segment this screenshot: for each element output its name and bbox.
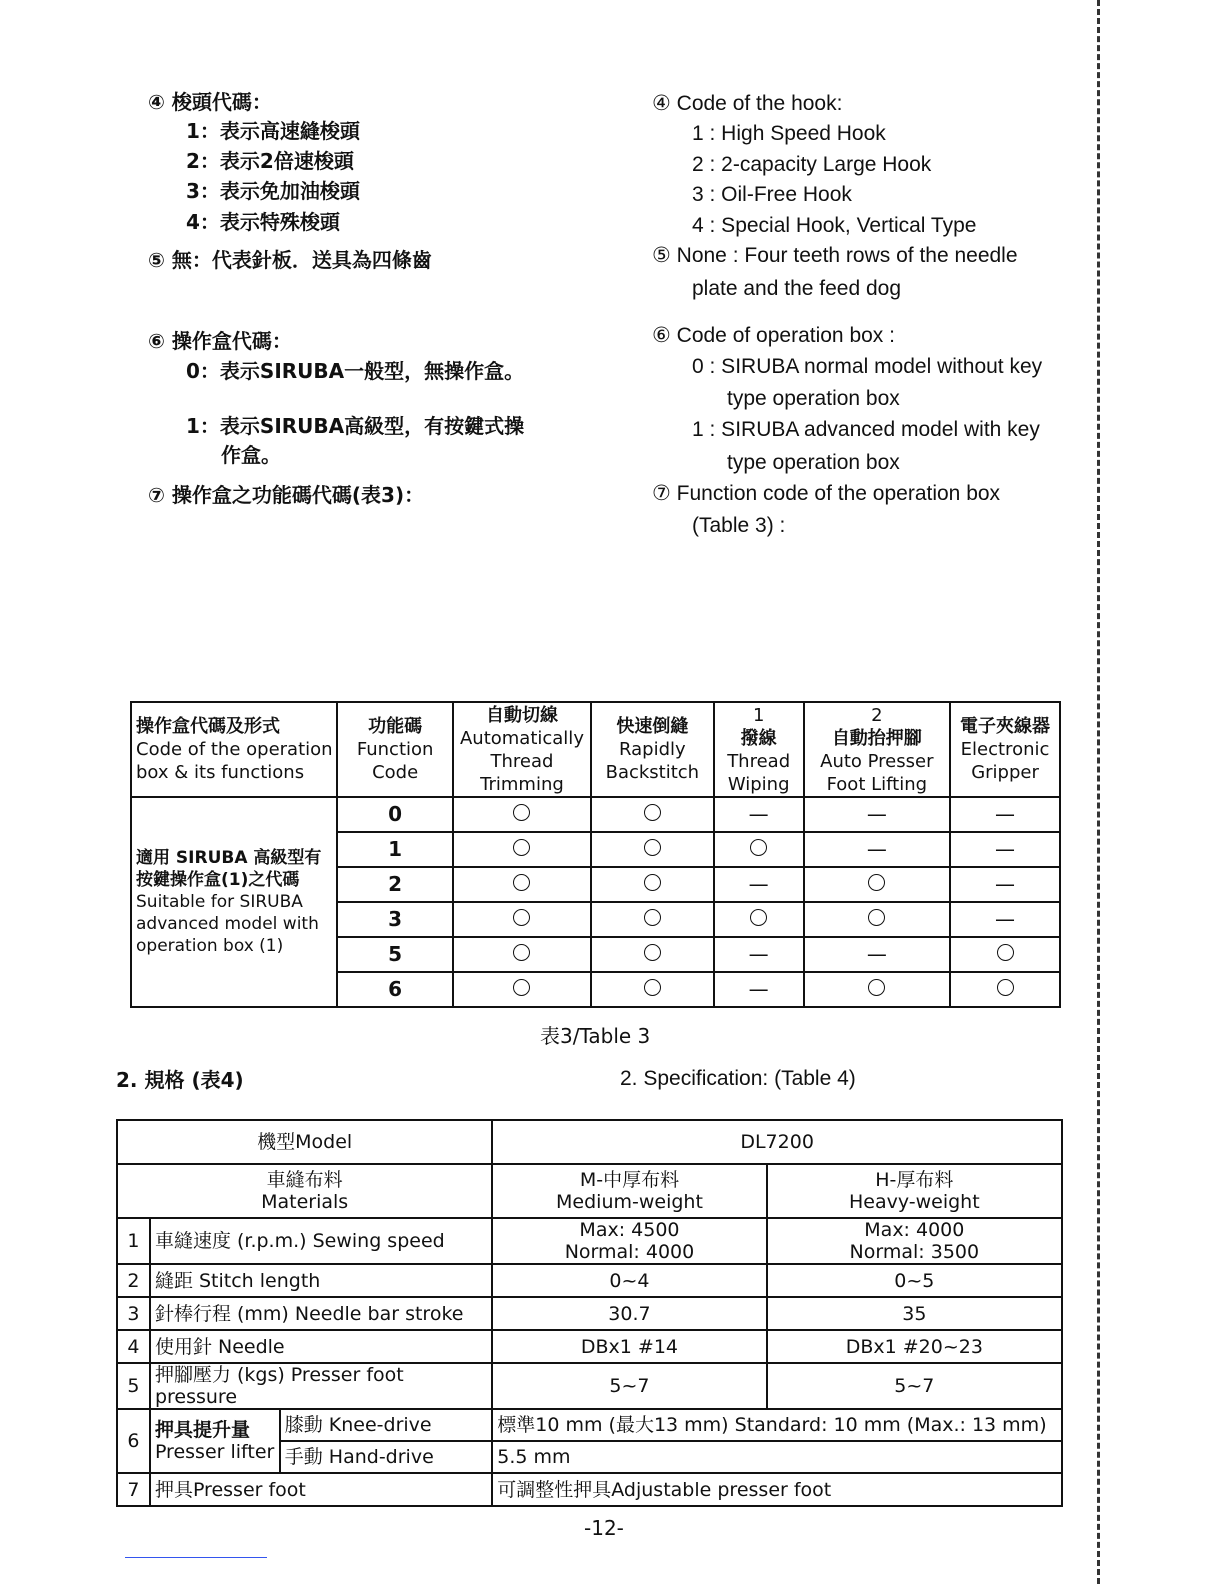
box-item-0a-en: 0 : SIRUBA normal model without key: [692, 355, 1043, 378]
sewing-speed-heavy-max: Max: 4000: [864, 1219, 965, 1241]
header-electronic-gripper: [950, 702, 1060, 797]
header-thread-wiping-en2: Wiping: [727, 773, 790, 795]
header-electronic-gripper-zh: 電子夾線器: [960, 716, 1051, 737]
table-row: [117, 1264, 1062, 1297]
circle-icon: [513, 909, 530, 926]
supported-circle-cell: [714, 832, 804, 867]
function-code-table: [130, 701, 1061, 1008]
circle-icon: [750, 909, 767, 926]
sewing-speed-heavy-normal: Normal: 3500: [849, 1241, 980, 1263]
header-rapid-backstitch: [591, 702, 714, 797]
supported-circle-cell: [804, 972, 950, 1007]
header-auto-trimming-en1: Automatically: [459, 727, 584, 749]
circle-icon: [997, 944, 1014, 961]
function-code-cell: 3: [337, 902, 453, 937]
supported-circle-cell: [453, 972, 591, 1007]
circle-icon: [750, 839, 767, 856]
hook-item-3-en: 3 : Oil-Free Hook: [692, 183, 852, 206]
unsupported-dash-cell: —: [714, 797, 804, 832]
hook-item-4-en: 4 : Special Hook, Vertical Type: [692, 214, 977, 237]
table3-header-row: [131, 702, 1060, 797]
needle-heavy: DBx1 #20~23: [767, 1330, 1062, 1363]
supported-circle-cell: [453, 902, 591, 937]
header-presser-lifting-en2: Foot Lifting: [826, 773, 928, 795]
circle-icon: [644, 909, 661, 926]
table-row: [117, 1330, 1062, 1363]
header-electronic-gripper-en2: Gripper: [971, 762, 1039, 783]
row-number: 3: [117, 1297, 150, 1330]
function-code-title-zh: ⑦ 操作盒之功能碼代碼(表3)：: [148, 483, 425, 507]
table-row: [117, 1218, 1062, 1264]
side-label-en1: Suitable for SIRUBA: [136, 892, 303, 912]
header-presser-lifting-en1: Auto Presser: [820, 750, 934, 772]
box-item-1b-zh: 作盒。: [221, 443, 281, 467]
hook-item-1-zh: 1：表示高速縫梭頭: [186, 119, 360, 143]
side-label-zh1: 適用 SIRUBA 高級型有: [136, 848, 322, 868]
unsupported-dash-cell: —: [714, 867, 804, 902]
table-row: [117, 1409, 1062, 1441]
function-code-title-en-a: ⑦ Function code of the operation box: [652, 482, 1001, 505]
circle-icon: [513, 804, 530, 821]
circle-icon: [868, 979, 885, 996]
row-number: 6: [117, 1409, 150, 1473]
knee-drive-value: 標準10 mm (最大13 mm) Standard: 10 mm (Max.: 13 mm): [492, 1409, 1062, 1441]
heavy-weight-en: Heavy-weight: [848, 1191, 980, 1213]
model-value: DL7200: [492, 1120, 1062, 1164]
box-item-0b-en: type operation box: [727, 387, 900, 410]
needle-bar-stroke-medium: 30.7: [492, 1297, 766, 1330]
function-code-cell: 2: [337, 867, 453, 902]
unsupported-dash-cell: —: [950, 902, 1060, 937]
supported-circle-cell: [453, 832, 591, 867]
needle-bar-stroke-label: 針棒行程 (mm) Needle bar stroke: [150, 1297, 492, 1330]
hook-code-title-zh: ④ 梭頭代碼：: [148, 90, 272, 114]
knee-drive-label: 膝動 Knee-drive: [280, 1409, 493, 1441]
medium-weight-zh: M-中厚布料: [579, 1169, 680, 1191]
header-thread-wiping-zh: 撥線: [740, 727, 777, 749]
circle-icon: [868, 909, 885, 926]
side-label-en3: operation box (1): [136, 936, 284, 956]
sewing-speed-heavy: [767, 1218, 1062, 1264]
box-item-0-zh: 0：表示SIRUBA一般型，無操作盒。: [186, 359, 525, 383]
materials-label: [117, 1164, 492, 1218]
spec-title-en: 2. Specification: (Table 4): [620, 1067, 856, 1090]
supported-circle-cell: [591, 832, 714, 867]
table-row: [117, 1120, 1062, 1164]
model-label: 機型Model: [117, 1120, 492, 1164]
needle-bar-stroke-heavy: 35: [767, 1297, 1062, 1330]
materials-zh: 車縫布料: [266, 1169, 343, 1191]
supported-circle-cell: [950, 937, 1060, 972]
sewing-speed-medium-normal: Normal: 4000: [564, 1241, 695, 1263]
side-label-zh2: 按鍵操作盒(1)之代碼: [136, 870, 300, 890]
presser-pressure-label: 押腳壓力 (kgs) Presser foot pressure: [150, 1363, 492, 1409]
table-row: [117, 1363, 1062, 1409]
table-row: [131, 797, 1060, 832]
sewing-speed-medium-max: Max: 4500: [579, 1219, 680, 1241]
header-auto-trimming-en3: Trimming: [480, 773, 564, 795]
table-row: [117, 1164, 1062, 1218]
hand-drive-value: 5.5 mm: [492, 1441, 1062, 1473]
supported-circle-cell: [591, 972, 714, 1007]
heavy-weight-zh: H-厚布料: [875, 1169, 954, 1191]
header-code-form-en1: Code of the operation: [136, 739, 333, 760]
header-rapid-backstitch-en1: Rapidly: [619, 739, 686, 760]
unsupported-dash-cell: —: [714, 972, 804, 1007]
presser-lifter-label: [150, 1409, 280, 1473]
supported-circle-cell: [591, 867, 714, 902]
box-code-title-en: ⑥ Code of operation box :: [652, 324, 895, 347]
unsupported-dash-cell: —: [950, 832, 1060, 867]
header-auto-trimming-en2: Thread: [490, 750, 554, 772]
hook-item-3-zh: 3：表示免加油梭頭: [186, 179, 360, 203]
supported-circle-cell: [591, 902, 714, 937]
function-code-cell: 5: [337, 937, 453, 972]
presser-lifter-zh: 押具提升量: [154, 1419, 250, 1441]
function-code-title-en-b: (Table 3) :: [692, 514, 786, 537]
circle-icon: [513, 944, 530, 961]
supported-circle-cell: [804, 867, 950, 902]
supported-circle-cell: [453, 867, 591, 902]
unsupported-dash-cell: —: [714, 937, 804, 972]
supported-circle-cell: [591, 937, 714, 972]
box-item-1a-en: 1 : SIRUBA advanced model with key: [692, 418, 1040, 441]
circle-icon: [997, 979, 1014, 996]
function-code-cell: 1: [337, 832, 453, 867]
page-number: -12-: [584, 1516, 624, 1540]
supported-circle-cell: [950, 972, 1060, 1007]
header-function-code: [337, 702, 453, 797]
circle-icon: [513, 839, 530, 856]
link-underline: [125, 1557, 267, 1558]
needle-label: 使用針 Needle: [150, 1330, 492, 1363]
supported-circle-cell: [804, 902, 950, 937]
circle-icon: [868, 874, 885, 891]
header-code-form-en2: box & its functions: [136, 762, 305, 783]
supported-circle-cell: [591, 797, 714, 832]
header-code-form: [131, 702, 337, 797]
circle-icon: [644, 874, 661, 891]
stitch-length-medium: 0~4: [492, 1264, 766, 1297]
unsupported-dash-cell: —: [804, 797, 950, 832]
side-label-en2: advanced model with: [136, 914, 319, 934]
table-row: [117, 1473, 1062, 1506]
supported-circle-cell: [453, 797, 591, 832]
presser-lifter-en: Presser lifter: [154, 1441, 275, 1463]
header-auto-trimming: [453, 702, 591, 797]
side-label-cell: [131, 797, 337, 1007]
header-rapid-backstitch-zh: 快速倒縫: [616, 716, 689, 737]
table-row: [117, 1297, 1062, 1330]
circle-icon: [644, 979, 661, 996]
header-thread-wiping-en1: Thread: [727, 750, 791, 772]
header-presser-lifting-zh: 自動抬押腳: [831, 727, 922, 749]
circle-icon: [644, 839, 661, 856]
sewing-speed-label: 車縫速度 (r.p.m.) Sewing speed: [150, 1218, 492, 1264]
specification-table: [116, 1119, 1063, 1507]
box-item-1a-zh: 1：表示SIRUBA高級型，有按鍵式操: [186, 414, 525, 438]
stitch-length-label: 縫距 Stitch length: [150, 1264, 492, 1297]
none-line-en-a: ⑤ None : Four teeth rows of the needle: [652, 244, 1018, 267]
unsupported-dash-cell: —: [804, 832, 950, 867]
row-number: 7: [117, 1473, 150, 1506]
stitch-length-heavy: 0~5: [767, 1264, 1062, 1297]
header-code-form-zh: 操作盒代碼及形式: [136, 716, 280, 737]
header-presser-lifting-num: 2: [871, 704, 883, 726]
unsupported-dash-cell: —: [804, 937, 950, 972]
supported-circle-cell: [714, 902, 804, 937]
header-function-code-en2: Code: [372, 762, 419, 783]
unsupported-dash-cell: —: [950, 867, 1060, 902]
circle-icon: [513, 979, 530, 996]
needle-medium: DBx1 #14: [492, 1330, 766, 1363]
sewing-speed-medium: [492, 1218, 766, 1264]
table3-caption: 表3/Table 3: [540, 1024, 651, 1048]
hook-item-2-en: 2 : 2-capacity Large Hook: [692, 153, 932, 176]
page-edge-dashed-line: [1097, 0, 1100, 1584]
hook-item-4-zh: 4：表示特殊梭頭: [186, 210, 340, 234]
hook-item-1-en: 1 : High Speed Hook: [692, 122, 886, 145]
header-function-code-en1: Function: [356, 739, 434, 760]
function-code-cell: 6: [337, 972, 453, 1007]
row-number: 5: [117, 1363, 150, 1409]
unsupported-dash-cell: —: [950, 797, 1060, 832]
row-number: 1: [117, 1218, 150, 1264]
hook-code-title-en: ④ Code of the hook:: [652, 92, 843, 115]
function-code-cell: 0: [337, 797, 453, 832]
spec-title-zh: 2. 規格 (表4): [116, 1068, 244, 1092]
materials-en: Materials: [261, 1191, 349, 1213]
circle-icon: [644, 804, 661, 821]
hand-drive-label: 手動 Hand-drive: [280, 1441, 493, 1473]
header-electronic-gripper-en1: Electronic: [960, 739, 1050, 760]
presser-foot-label: 押具Presser foot: [150, 1473, 492, 1506]
hook-item-2-zh: 2：表示2倍速梭頭: [186, 149, 354, 173]
box-code-title-zh: ⑥ 操作盒代碼：: [148, 329, 292, 353]
medium-weight-header: [492, 1164, 766, 1218]
row-number: 4: [117, 1330, 150, 1363]
header-auto-trimming-zh: 自動切線: [485, 704, 558, 726]
medium-weight-en: Medium-weight: [556, 1191, 703, 1213]
presser-foot-value: 可調整性押具Adjustable presser foot: [492, 1473, 1062, 1506]
heavy-weight-header: [767, 1164, 1062, 1218]
none-line-en-b: plate and the feed dog: [692, 277, 902, 300]
none-line-zh: ⑤ 無：代表針板．送具為四條齒: [148, 248, 432, 272]
box-item-1b-en: type operation box: [727, 451, 900, 474]
presser-pressure-medium: 5~7: [492, 1363, 766, 1409]
header-presser-lifting: [804, 702, 950, 797]
row-number: 2: [117, 1264, 150, 1297]
supported-circle-cell: [453, 937, 591, 972]
circle-icon: [513, 874, 530, 891]
header-thread-wiping: [714, 702, 804, 797]
header-rapid-backstitch-en2: Backstitch: [605, 762, 700, 783]
header-thread-wiping-num: 1: [752, 704, 765, 726]
circle-icon: [644, 944, 661, 961]
presser-pressure-heavy: 5~7: [767, 1363, 1062, 1409]
header-function-code-zh: 功能碼: [368, 716, 423, 737]
